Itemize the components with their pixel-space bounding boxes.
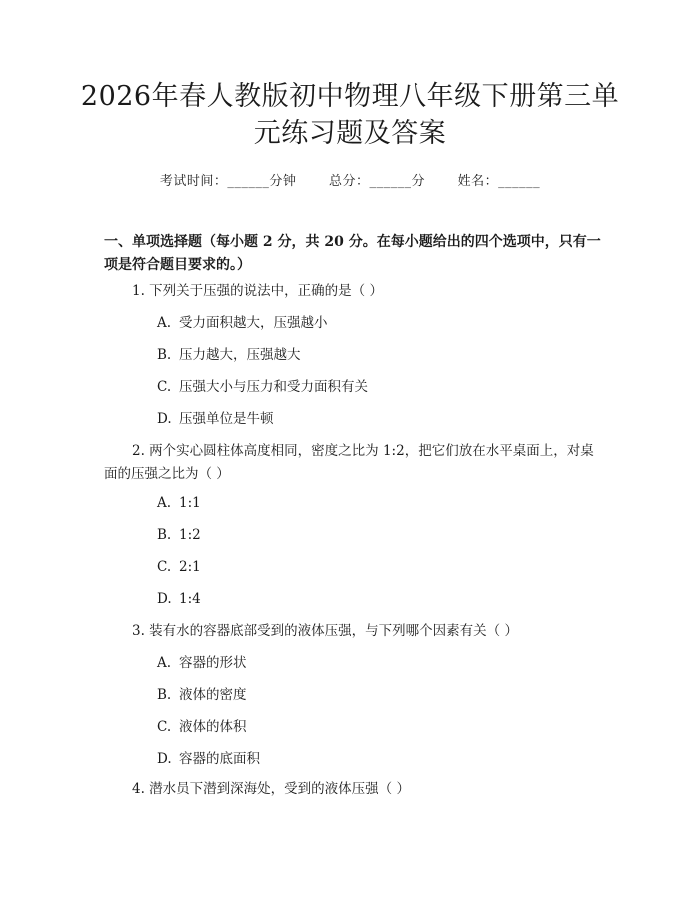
option-text: 压强大小与压力和受力面积有关 [179,379,368,395]
question-2-option-d [157,590,201,608]
question-1-option-c [157,378,368,396]
option-letter: A. [157,315,172,331]
question-4: 4. 潜水员下潜到深海处，受到的液体压强（ ） [132,781,410,797]
question-3-option-b [157,686,247,704]
question-3-option-c [157,718,247,736]
option-letter: B. [157,527,172,543]
option-text: 液体的密度 [179,687,247,703]
section-heading: 一、单项选择题（每小题 2 分，共 20 分。在每小题给出的四个选项中，只有一项是符合题目要求的。） [104,234,601,273]
question-2: 2. 两个实心圆柱体高度相同，密度之比为 1:2，把它们放在水平桌面上，对桌面的压强之比为（ ） [104,443,594,482]
option-text: 2:1 [179,559,201,575]
exam-time-field: 考试时间：______分钟 [159,174,297,189]
question-3-option-a [157,654,247,672]
option-letter: D. [157,591,172,607]
option-text: 1:4 [179,591,201,607]
question-3: 3. 装有水的容器底部受到的液体压强，与下列哪个因素有关（ ） [132,623,518,639]
option-letter: B. [157,347,172,363]
option-letter: A. [157,495,172,511]
option-text: 容器的形状 [179,655,247,671]
question-2-option-c [157,558,201,576]
option-letter: C. [157,719,172,735]
option-text: 受力面积越大，压强越小 [179,315,328,331]
option-text: 压力越大，压强越大 [179,347,301,363]
option-letter: C. [157,379,172,395]
option-text: 1:1 [179,495,201,511]
question-2-option-a [157,494,201,512]
question-1-option-d [157,410,274,428]
question-1-option-a [157,314,328,332]
student-name-field: 姓名：______ [457,174,541,189]
question-1: 1. 下列关于压强的说法中，正确的是（ ） [132,283,383,299]
option-letter: B. [157,687,172,703]
exam-meta [0,170,700,189]
document-title: 2026年春人教版初中物理八年级下册第三单元练习题及答案 [80,81,620,149]
option-letter: C. [157,559,172,575]
question-1-option-b [157,346,301,364]
total-score-field: 总分：______分 [328,174,425,189]
option-text: 容器的底面积 [179,751,260,767]
option-letter: D. [157,751,172,767]
question-3-option-d [157,750,260,768]
option-letter: A. [157,655,172,671]
option-text: 液体的体积 [179,719,247,735]
question-2-option-b [157,526,201,544]
option-text: 1:2 [179,527,201,543]
option-letter: D. [157,411,172,427]
option-text: 压强单位是牛顿 [179,411,274,427]
